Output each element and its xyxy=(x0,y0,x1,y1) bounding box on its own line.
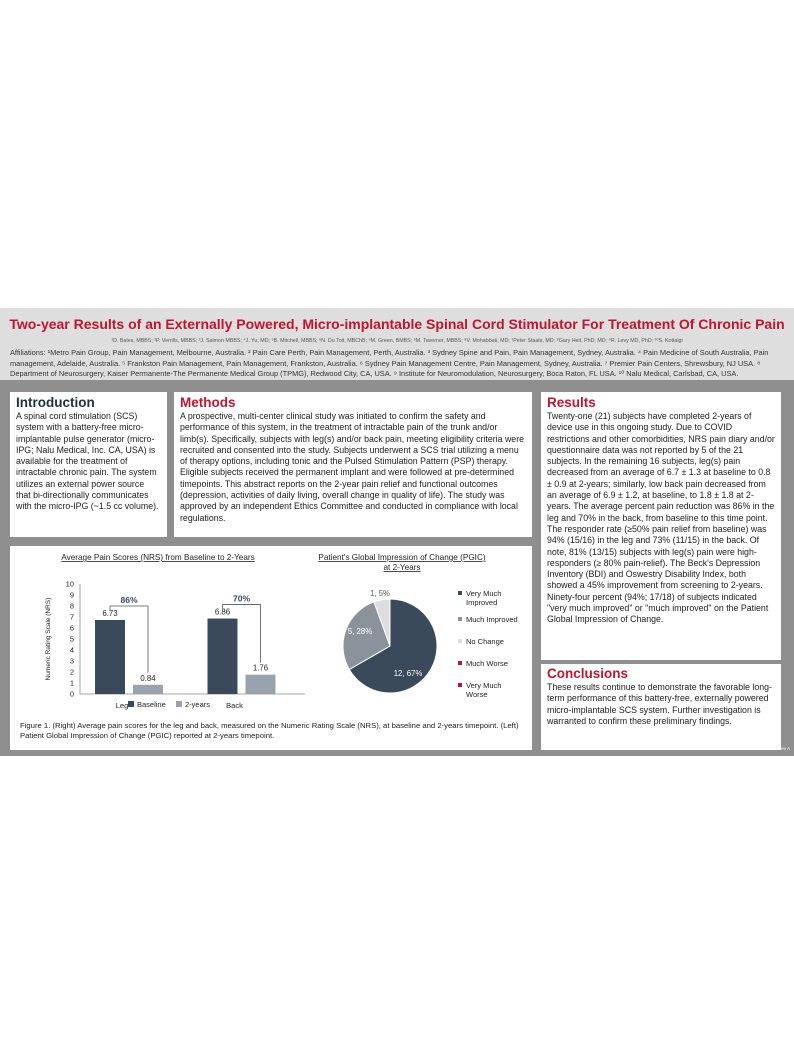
legend-label: Much Improved xyxy=(466,615,518,624)
pie-chart-title: Patient's Global Impression of Change (PGIC) at 2-Years xyxy=(318,553,486,572)
results-body: Twenty-one (21) subjects have completed 2-years of device use in this ongoing study. Due to COVID restrictions and other comorbidities, NRS pain diary and/or questionnaire data was not reported by 5 of the 21 subjects. In the remaining 16 subjects, leg(s) pain decreased from an average of 6.7 ± 1.3 at baseline to 0.8 ± 0.9 at 2-years; similarly, low back pain decreased from an average of 6.9 ± 1.2, at baseline, to 1.8 ± 1.8 at 2-years. The average percent pain reduction was 86% in the leg and 70% in the back, from baseline to this time point. The responder rate (≥50% pain relief from baseline) was 94% (15/16) in the leg and 73% (11/15) in the back. Of note, 81% (13/15) subjects with leg(s) pain were high-responders (≥ 80% pain-relief). The Beck's Depression Inventory (BDI) and Oswestry Disability Index, both showed a 45% improvement from screening to 2-years. Ninety-four percent (94%; 17/18) of subjects indicated "very much improved" or "much improved" on the Patient Global Impression of Change. xyxy=(547,411,775,625)
y-tick-label: 6 xyxy=(69,623,74,633)
y-tick-label: 3 xyxy=(69,656,74,666)
bar-data-label: 0.84 xyxy=(140,673,156,683)
x-category-label: Leg xyxy=(115,701,129,710)
legend-swatch-no-change xyxy=(458,639,462,643)
bar-data-label: 1.76 xyxy=(252,663,269,673)
affiliations: Affiliations: ¹Metro Pain Group, Pain Management, Melbourne, Australia. ² Pain Care Perth, Pain Management, Perth, Australia. ³ Sydney Spine and Pain, Pain Management, Sydney, Australia. ⁴ Pain Medicine of South Australia, Pain management, Adelaide, Australia. ⁵ Frankston Pain Management, Pain Management, Frankston, Australia. ⁶ Sydney Pain Management Centre, Pain Management, Sydney, Australia. ⁷ Premier Pain Centers, Shrewsbury, NJ USA. ⁸ Department of Neurosurgery, Kaiser Permanente-The Permanente Medical Group (TPMG), Redwood City, CA, USA. ⁹ Institute for Neuromodulation, Neurosurgery, Boca Raton, FL USA. ¹⁰ Nalu Medical, Carlsbad, CA, USA. xyxy=(10,348,769,378)
pie-data-label: 5, 28% xyxy=(347,627,373,636)
y-tick-label: 1 xyxy=(69,678,74,688)
legend-swatch-very-much-improved xyxy=(458,591,462,595)
legend-label: Very Much Worse xyxy=(466,681,502,699)
poster-title: Two-year Results of an Externally Powered, Micro-implantable Spinal Cord Stimulator For Treatment Of Chronic Pain xyxy=(9,316,785,332)
legend-label: Baseline xyxy=(137,700,166,709)
poster xyxy=(0,308,794,756)
bar-chart xyxy=(10,546,310,718)
legend-swatch-much-improved xyxy=(458,617,462,621)
document-code: MKT-000005 Rev A xyxy=(750,746,790,751)
legend-swatch-2-years xyxy=(176,701,182,707)
figure-panel xyxy=(10,546,532,750)
conclusions-panel xyxy=(541,664,781,750)
legend-label: 2-years xyxy=(185,700,211,709)
methods-heading: Methods xyxy=(180,395,236,410)
bar-2-years-leg xyxy=(133,685,163,694)
figure-caption: Figure 1. (Right) Average pain scores for the leg and back, measured on the Numeric Rating Scale (NRS), at baseline and 2-years timepoint. (Left) Patient Global Impression of Change (PGIC) reported at 2-years timepoint. xyxy=(20,721,519,740)
introduction-panel xyxy=(10,392,167,537)
legend-label: Very Much Improved xyxy=(466,589,502,607)
pie-data-label: 1, 5% xyxy=(370,589,390,598)
bar-data-label: 6.86 xyxy=(214,607,231,617)
bar-chart-title: Average Pain Scores (NRS) from Baseline to 2-Years xyxy=(61,553,255,562)
reduction-percent: 70% xyxy=(232,593,251,604)
results-heading: Results xyxy=(547,395,596,410)
conclusions-body: These results continue to demonstrate the favorable long-term performance of this battery-free, externally powered micro-implantable SCS system. Further investigation is warranted to confirm these preliminary findings. xyxy=(547,682,772,726)
y-tick-label: 0 xyxy=(69,689,74,699)
methods-panel xyxy=(174,392,532,537)
y-tick-label: 10 xyxy=(65,579,74,589)
bar-data-label: 6.73 xyxy=(102,608,118,618)
x-category-label: Back xyxy=(226,701,243,710)
y-axis-label: Numeric Rating Scale (NRS) xyxy=(45,597,52,681)
pie-data-label: 12, 67% xyxy=(393,669,423,678)
bar-baseline-back xyxy=(208,619,238,694)
methods-body: A prospective, multi-center clinical study was initiated to confirm the safety and performance of this system, in the treatment of intractable pain of the trunk and/or limb(s). Specifically, subjects with leg(s) and/or back pain, meeting eligibility criteria were recruited and consented into the study. Subjects underwent a SCS trial utilizing a menu of therapy options, including tonic and the Pulsed Stimulation Pattern (PSP) therapy. Eligible subjects received the permanent implant and were followed at pre-determined timepoints. This abstract reports on the 2-year pain relief and functional outcomes (depression, activities of daily living, overall change in quality of life). The study was approved by an independent Ethics Committee and conducted in compliance with local regulations. xyxy=(180,411,525,523)
pie-chart xyxy=(310,546,532,718)
bar-baseline-leg xyxy=(95,620,125,694)
y-tick-label: 4 xyxy=(69,645,74,655)
bar-2-years-back xyxy=(246,675,276,694)
y-tick-label: 8 xyxy=(69,601,74,611)
y-tick-label: 2 xyxy=(69,667,74,677)
introduction-heading: Introduction xyxy=(16,395,95,410)
introduction-body: A spinal cord stimulation (SCS) system with a battery-free micro-implantable pulse generator (micro-IPG; Nalu Medical, Inc. CA, USA) is available for the treatment of intractable chronic pain. The system utilizes an external power source that bi-directionally communicates with the micro-IPG (~1.5 cc volume). xyxy=(16,411,159,512)
legend-swatch-much-worse xyxy=(458,661,462,665)
legend-label: No Change xyxy=(466,637,504,646)
author-list: ¹D. Bates, MBBS; ²P. Verrills, MBBS; ³J. Salmon MBBS; ⁴J. Yu, MD; ⁵B. Mitchell, MBBS; ⁶N. Du Toit, MBChB; ⁶M. Green, BMBS; ⁶M. Taverner, MBBS; ⁸V. Mohabbati, MD; ⁷Peter Staats, MD; ⁸Gary Heit, PhD, MD; ⁹R. Levy MD, PhD; ¹⁰S. Kottalgi xyxy=(111,338,683,344)
conclusions-heading: Conclusions xyxy=(547,666,629,681)
y-tick-label: 5 xyxy=(69,634,74,644)
results-panel xyxy=(541,392,781,660)
legend-swatch-very-much-worse xyxy=(458,683,462,687)
legend-swatch-baseline xyxy=(128,701,134,707)
y-tick-label: 9 xyxy=(69,590,74,600)
y-tick-label: 7 xyxy=(69,612,74,622)
legend-label: Much Worse xyxy=(466,659,508,668)
reduction-percent: 86% xyxy=(120,594,138,605)
poster-header xyxy=(0,308,794,380)
